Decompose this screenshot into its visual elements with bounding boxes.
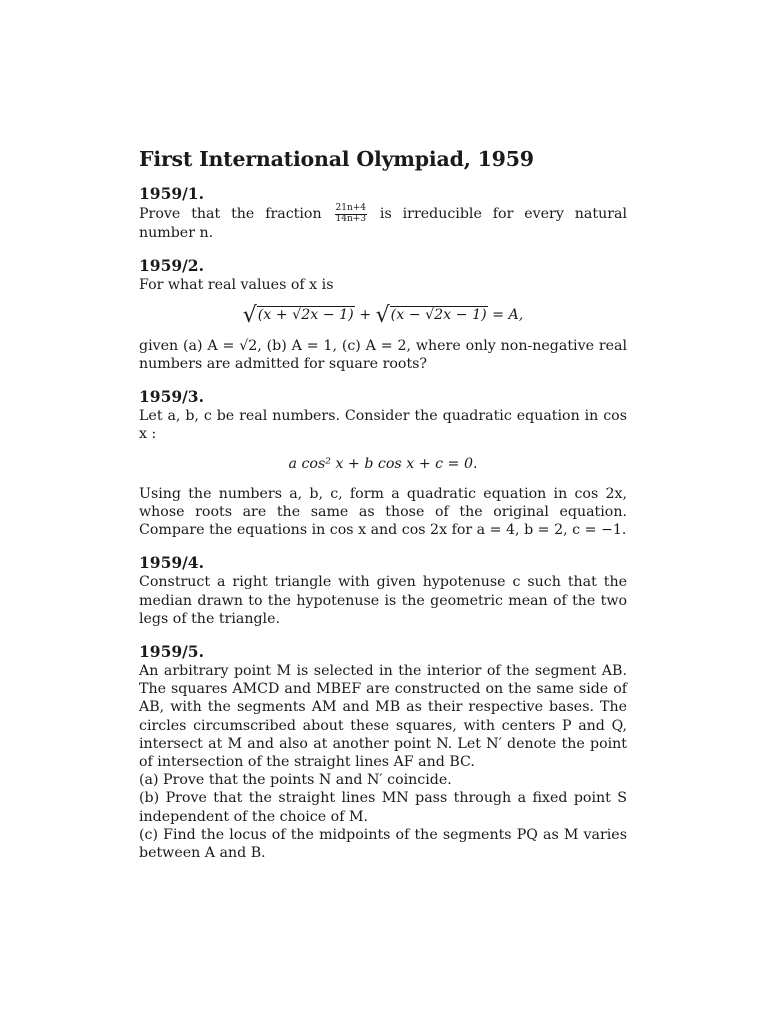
problem-1 <box>139 184 627 242</box>
problem-intro: For what real values of x is <box>139 277 334 294</box>
display-equation: a cos² x + b cos x + c = 0. <box>288 455 478 472</box>
problem-4 <box>139 553 627 628</box>
display-equation <box>139 302 627 328</box>
sqrt-sign: √ <box>375 302 390 328</box>
fraction <box>335 204 368 224</box>
problem-label: 1959/4. <box>139 553 204 573</box>
problem-text <box>139 204 627 242</box>
problem-intro: Let a, b, c be real numbers. Consider the quadratic equation in cos x : <box>139 408 627 443</box>
document-page <box>139 147 627 876</box>
problem-text: given (a) A = √2, (b) A = 1, (c) A = 2, where only non-negative real numbers are admitted for square roots? <box>139 337 627 373</box>
equation-end: = A, <box>487 306 524 323</box>
sqrt-sign: √ <box>242 302 257 328</box>
problem-text: Construct a right triangle with given hypotenuse c such that the median drawn to the hypotenuse is the geometric mean of the two legs of the triangle. <box>139 574 627 627</box>
text-span: is irreducible for every natural number n. <box>139 206 627 242</box>
radical-term: (x + √2x − 1) <box>257 306 354 323</box>
problem-label: 1959/1. <box>139 184 204 204</box>
problem-3 <box>139 387 627 539</box>
radical-term: (x − √2x − 1) <box>390 306 487 323</box>
page-title: First International Olympiad, 1959 <box>139 147 534 171</box>
problem-label: 1959/5. <box>139 642 204 662</box>
fraction-numerator: 21n+4 <box>335 203 367 214</box>
problem-label: 1959/3. <box>139 387 204 407</box>
problem-part-a: (a) Prove that the points N and N′ coincide. <box>139 772 452 789</box>
problem-text: An arbitrary point M is selected in the interior of the segment AB. The squares AMCD and MBEF are constructed on the same side of AB, with the segments AM and MB as their respective bases. The circles circumscribed about these squares, with centers P and Q, intersect at M and also at another point N. Let N′ denote the point of intersection of the straight lines AF and BC. <box>139 663 627 771</box>
problem-2 <box>139 256 627 373</box>
problem-5 <box>139 642 627 862</box>
problem-part-b: (b) Prove that the straight lines MN pass through a fixed point S independent of the choice of M. <box>139 790 627 825</box>
problem-text: Using the numbers a, b, c, form a quadratic equation in cos 2x, whose roots are the same as those of the original equation. Compare the equations in cos x and cos 2x for a = 4, b = 2, c = −1. <box>139 485 627 539</box>
problem-part-c: (c) Find the locus of the midpoints of the segments PQ as M varies between A and B. <box>139 826 627 862</box>
problem-label: 1959/2. <box>139 256 204 276</box>
fraction-denominator: 14n+3 <box>335 213 367 224</box>
operator: + <box>354 306 376 323</box>
text-span: Prove that the fraction <box>139 206 333 223</box>
